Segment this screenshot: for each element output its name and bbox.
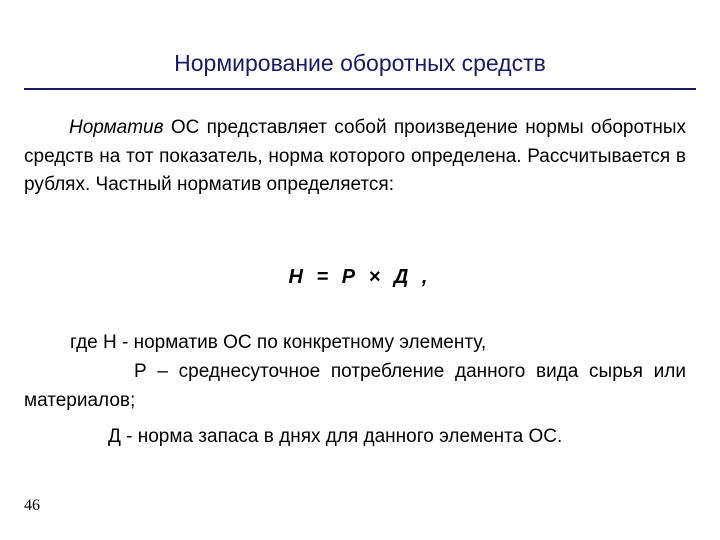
title-divider	[24, 88, 696, 90]
slide-title: Нормирование оборотных средств	[174, 50, 546, 76]
p-definition: Р – среднесуточное потребление данного вида сырья или материалов;	[24, 361, 686, 411]
page-number: 46	[24, 497, 40, 514]
intro-paragraph	[24, 114, 686, 200]
intro-text: ОС представляет собой произведение нормы оборотных средств на тот показатель, норма которого определена. Рассчитывается в рублях. Частный норматив определяется:	[24, 117, 686, 195]
where-line: где Н - норматив ОС по конкретному элементу,	[70, 332, 487, 353]
intro-term: Норматив	[69, 117, 164, 138]
formula: Н = Р × Д ,	[288, 266, 432, 288]
d-definition: Д - норма запаса в днях для данного элемента ОС.	[108, 426, 563, 447]
